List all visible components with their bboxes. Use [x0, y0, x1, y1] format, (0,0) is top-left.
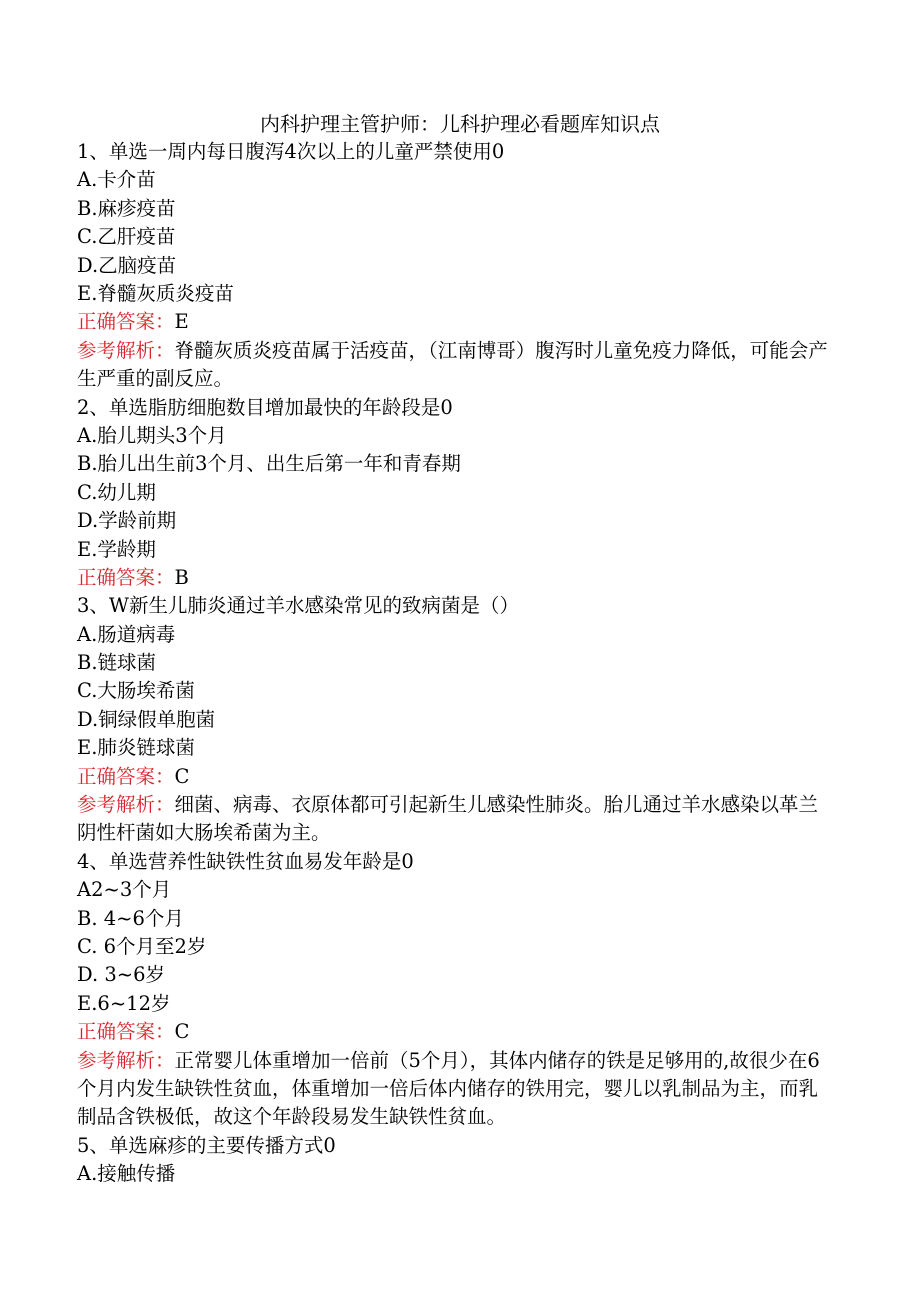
- question-stem: 1、单选一周内每日腹泻4次以上的儿童严禁使用0: [77, 140, 505, 163]
- question-item: [77, 1132, 837, 1189]
- option: D.铜绿假单胞菌: [77, 707, 216, 731]
- question-item: [77, 394, 837, 593]
- explanation-text: 脊髓灰质炎疫苗属于活疫苗，（江南博哥）腹泻时儿童免疫力降低，可能会产生严重的副反应。: [77, 338, 828, 391]
- question-stem: 5、单选麻疹的主要传播方式0: [77, 1133, 336, 1157]
- explanation-text: 正常婴儿体重增加一倍前（5个月），其体内储存的铁是足够用的,故很少在6个月内发生缺铁性贫血，体重增加一倍后体内储存的铁用完，婴儿以乳制品为主，而乳制品含铁极低，故这个年龄段易发生缺铁性贫血。: [77, 1048, 820, 1129]
- option: C.大肠埃希菌: [77, 679, 195, 703]
- answer-row: [77, 564, 837, 592]
- answer-value: C: [174, 764, 190, 788]
- option: B.胎儿出生前3个月、出生后第一年和青春期: [77, 452, 461, 476]
- option: E.学龄期: [77, 537, 156, 561]
- answer-row: [77, 1018, 837, 1046]
- answer-label: 正确答案：: [77, 764, 175, 788]
- option: E.肺炎链球菌: [77, 736, 195, 760]
- explanation-label: 参考解析：: [77, 793, 175, 817]
- option: A.接触传播: [77, 1162, 176, 1186]
- explanation-row: [77, 791, 837, 848]
- question-item: [77, 592, 837, 848]
- answer-label: 正确答案：: [77, 1020, 175, 1044]
- option: C. 6个月至2岁: [77, 935, 207, 958]
- explanation-row: [77, 1047, 837, 1132]
- question-item: [77, 848, 837, 1132]
- option: E.6~12岁: [77, 991, 171, 1015]
- option: D.乙脑疫苗: [77, 253, 177, 277]
- option: B.链球菌: [77, 651, 157, 675]
- explanation-text: 细菌、病毒、衣原体都可引起新生儿感染性肺炎。胎儿通过羊水感染以革兰阴性杆菌如大肠埃希菌为主。: [77, 793, 819, 845]
- answer-row: [77, 308, 837, 336]
- option: D. 3~6岁: [77, 963, 165, 987]
- option: A.胎儿期头3个月: [77, 423, 227, 447]
- option: E.脊髓灰质炎疫苗: [77, 281, 234, 305]
- answer-value: C: [174, 1020, 190, 1044]
- option: C.幼儿期: [77, 480, 156, 504]
- question-stem: 2、单选脂肪细胞数目增加最快的年龄段是0: [77, 395, 453, 419]
- option: A.肠道病毒: [77, 622, 176, 646]
- answer-value: E: [174, 310, 189, 334]
- answer-label: 正确答案：: [77, 310, 175, 334]
- question-item: [77, 138, 837, 394]
- question-stem: 4、单选营养性缺铁性贫血易发年龄是0: [77, 849, 414, 873]
- option: B.麻疹疫苗: [77, 196, 176, 220]
- option: D.学龄前期: [77, 509, 177, 533]
- page-title: 内科护理主管护师：儿科护理必看题库知识点: [260, 112, 660, 136]
- explanation-row: [77, 337, 837, 394]
- answer-value: B: [174, 565, 189, 589]
- answer-row: [77, 763, 837, 791]
- answer-label: 正确答案：: [77, 565, 175, 589]
- explanation-label: 参考解析：: [77, 1048, 175, 1072]
- explanation-label: 参考解析：: [77, 338, 175, 362]
- question-list: [77, 138, 837, 1189]
- question-stem: 3、W新生儿肺炎通过羊水感染常见的致病菌是（）: [77, 594, 519, 618]
- option: A2~3个月: [77, 878, 172, 902]
- option: C.乙肝疫苗: [77, 225, 176, 249]
- option: B. 4~6个月: [77, 906, 184, 930]
- option: A.卡介苗: [77, 168, 156, 192]
